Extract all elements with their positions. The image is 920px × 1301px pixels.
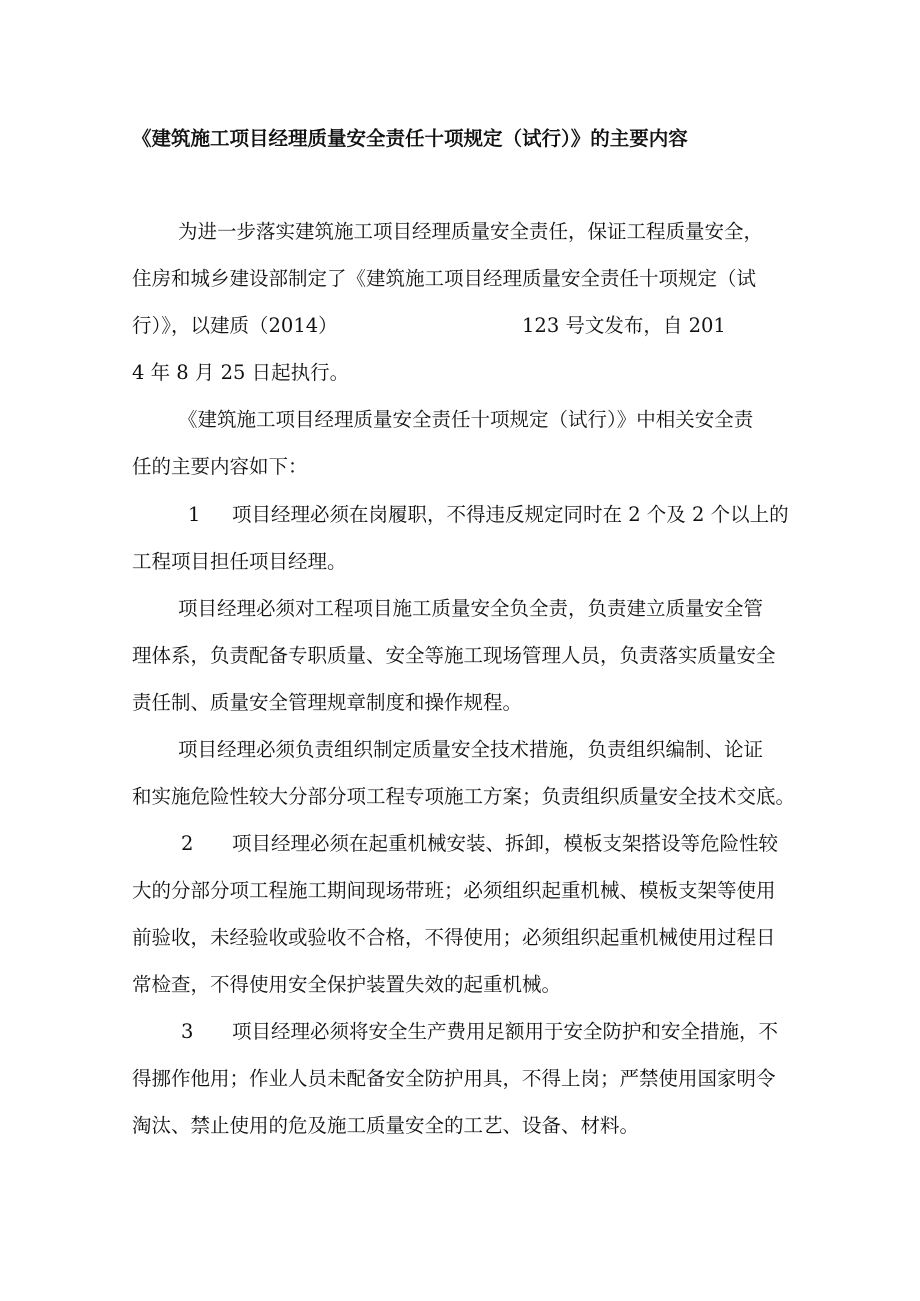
intro-line-2: 住房和城乡建设部制定了《建筑施工项目经理质量安全责任十项规定（试	[132, 267, 757, 290]
intro-line-1: 为进一步落实建筑施工项目经理质量安全责任，保证工程质量安全，	[178, 220, 764, 243]
item3-line-3: 淘汰、禁止使用的危及施工质量安全的工艺、设备、材料。	[132, 1114, 640, 1137]
para-b-line-1: 项目经理必须负责组织制定质量安全技术措施，负责组织编制、论证	[178, 738, 764, 761]
item3-line-2: 得挪作他用；作业人员未配备安全防护用具，不得上岗；严禁使用国家明令	[132, 1067, 776, 1090]
summary-line-2: 任的主要内容如下：	[132, 455, 308, 478]
intro-line-3b: 123 号文发布，自 201	[522, 314, 726, 337]
para-a-line-2: 理体系，负责配备专职质量、安全等施工现场管理人员，负责落实质量安全	[132, 644, 776, 667]
para-a-line-1: 项目经理必须对工程项目施工质量安全负全责，负责建立质量安全管	[178, 597, 764, 620]
item1-line-1: 项目经理必须在岗履职，不得违反规定同时在 2 个及 2 个以上的	[232, 503, 789, 526]
intro-line-4: 4 年 8 月 25 日起执行。	[132, 361, 350, 384]
item2-line-4: 常检查，不得使用安全保护装置失效的起重机械。	[132, 973, 562, 996]
para-b-line-2: 和实施危险性较大分部分项工程专项施工方案；负责组织质量安全技术交底。	[132, 785, 796, 808]
para-a-line-3: 责任制、质量安全管理规章制度和操作规程。	[132, 691, 523, 714]
item-number: 3	[181, 1020, 194, 1043]
item1-line-2: 工程项目担任项目经理。	[132, 550, 347, 573]
item-number: 1	[188, 503, 201, 526]
item2-line-2: 大的分部分项工程施工期间现场带班；必须组织起重机械、模板支架等使用	[132, 879, 776, 902]
item-number: 2	[181, 832, 194, 855]
item3-line-1: 项目经理必须将安全生产费用足额用于安全防护和安全措施，不	[232, 1020, 779, 1043]
document-title: 《建筑施工项目经理质量安全责任十项规定（试行）》的主要内容	[132, 127, 688, 150]
intro-line-3a: 行）》，以建质（2014）	[132, 314, 338, 337]
item2-line-1: 项目经理必须在起重机械安装、拆卸，模板支架搭设等危险性较	[232, 832, 779, 855]
item2-line-3: 前验收，未经验收或验收不合格，不得使用；必须组织起重机械使用过程日	[132, 926, 776, 949]
summary-line-1: 《建筑施工项目经理质量安全责任十项规定（试行）》中相关安全责	[178, 408, 754, 431]
